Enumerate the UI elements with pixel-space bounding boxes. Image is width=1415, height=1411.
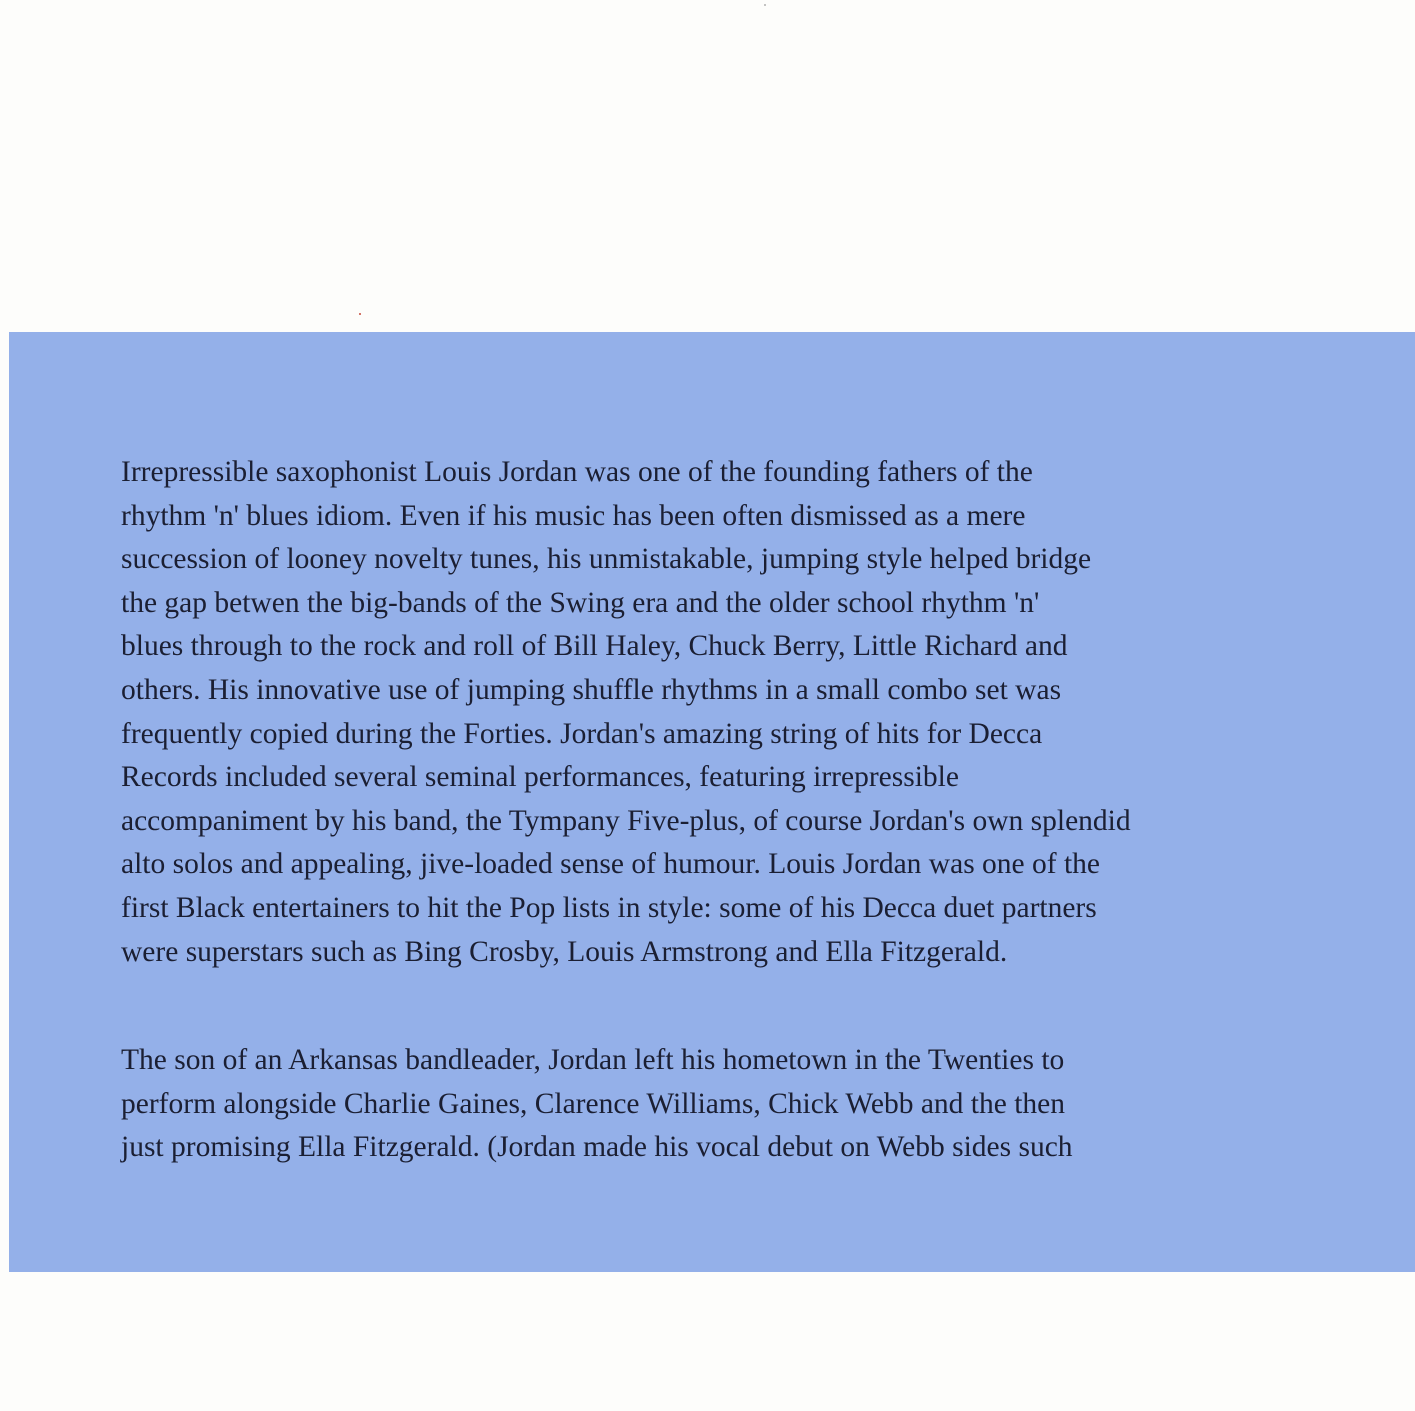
text-line: Irrepressible saxophonist Louis Jordan was one of the founding fathers of the [121,456,1033,488]
text-line: succession of looney novelty tunes, his unmistakable, jumping style helped bridge [121,543,1092,576]
text-line: rhythm 'n' blues idiom. Even if his music has been often dismissed as a mere [121,499,1026,532]
text-line: perform alongside Charlie Gaines, Clarence Williams, Chick Webb and the then [121,1087,1065,1120]
print-speck [359,313,361,315]
text-line: first Black entertainers to hit the Pop lists in style: some of his Decca duet partners [121,891,1097,924]
paragraph-biography [121,1039,1336,1170]
text-line: just promising Ella Fitzgerald. (Jordan made his vocal debut on Webb sides such [121,1131,1073,1164]
paragraph-intro [121,451,1336,974]
text-line: alto solos and appealing, jive-loaded sense of humour. Louis Jordan was one of the [121,848,1101,881]
text-line: The son of an Arkansas bandleader, Jordan left his hometown in the Twenties to [121,1044,1065,1076]
text-line: blues through to the rock and roll of Bill Haley, Chuck Berry, Little Richard and [121,630,1068,663]
text-line: were superstars such as Bing Crosby, Louis Armstrong and Ella Fitzgerald. [121,935,1008,968]
print-speck [764,4,766,6]
text-line: Records included several seminal performances, featuring irrepressible [121,761,959,794]
text-panel [9,332,1415,1272]
text-line: the gap betwen the big-bands of the Swing era and the older school rhythm 'n' [121,586,1040,619]
text-line: frequently copied during the Forties. Jordan's amazing string of hits for Decca [121,717,1043,750]
text-line: accompaniment by his band, the Tympany Five-plus, of course Jordan's own splendid [121,804,1131,837]
text-line: others. His innovative use of jumping shuffle rhythms in a small combo set was [121,673,1062,706]
